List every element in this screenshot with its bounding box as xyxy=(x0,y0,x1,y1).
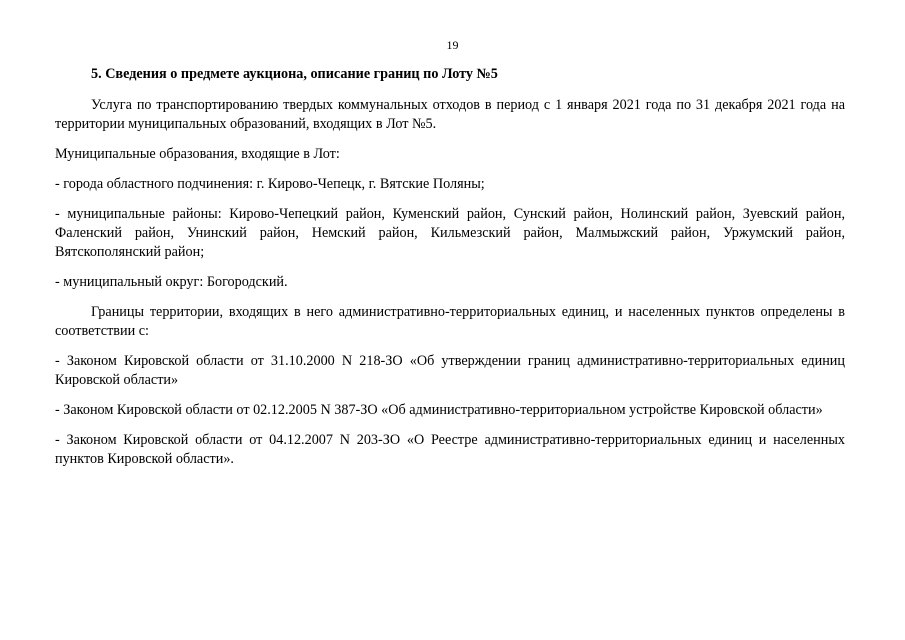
law-reference-3: - Законом Кировской области от 04.12.2007 N 203-ЗО «О Реестре административно-территориальных единиц и населенных пунктов Кировской области». xyxy=(55,432,845,467)
cities-list-item: - города областного подчинения: г. Кирово-Чепецк, г. Вятские Поляны; xyxy=(55,176,485,192)
section-heading: 5. Сведения о предмете аукциона, описание границ по Лоту №5 xyxy=(91,66,498,82)
law-reference-2: - Законом Кировской области от 02.12.2005 N 387-ЗО «Об административно-территориальном устройстве Кировской области» xyxy=(55,402,823,418)
borders-intro-paragraph: Границы территории, входящих в него административно-территориальных единиц, и населенных пунктов определены в соответствии с: xyxy=(55,304,845,339)
page-number: 19 xyxy=(446,38,459,52)
municipalities-intro-paragraph: Муниципальные образования, входящие в Лот: xyxy=(55,146,340,162)
law-reference-1: - Законом Кировской области от 31.10.2000 N 218-ЗО «Об утверждении границ административно-территориальных единиц Кировской области» xyxy=(55,353,845,388)
okrug-list-item: - муниципальный округ: Богородский. xyxy=(55,274,288,290)
districts-list-item: - муниципальные районы: Кирово-Чепецкий район, Куменский район, Сунский район, Нолинский район, Зуевский район, Фаленский район, Унинский район, Немский район, Кильмезский район, Малмыжский район, Уржумский район, Вятскополянский район; xyxy=(55,206,845,260)
document-body xyxy=(55,65,845,480)
service-description-paragraph: Услуга по транспортированию твердых коммунальных отходов в период с 1 января 2021 года по 31 декабря 2021 года на территории муниципальных образований, входящих в Лот №5. xyxy=(55,97,845,132)
